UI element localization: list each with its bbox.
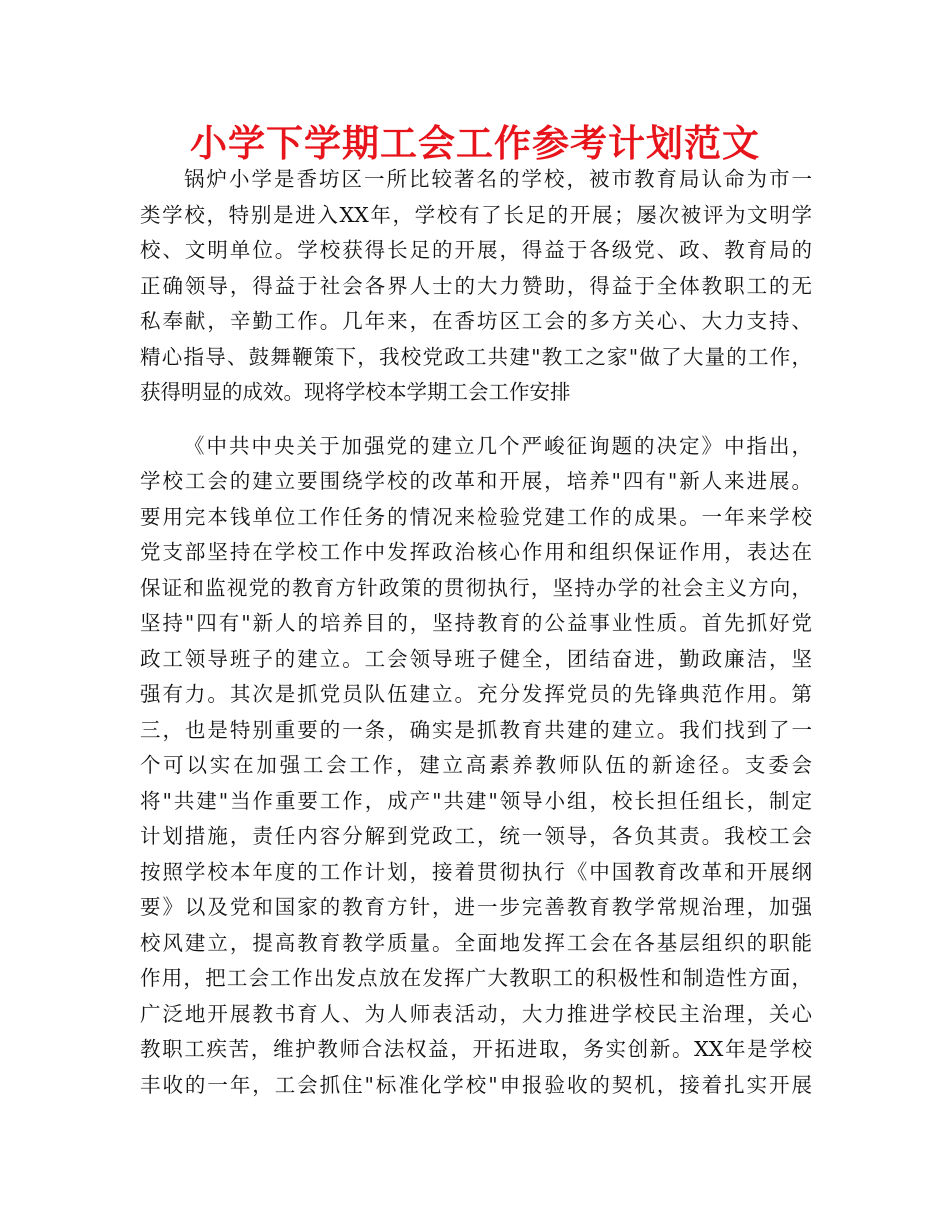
text-line: 三，也是特别重要的一条，确实是抓教育共建的建立。我们找到了一 — [140, 717, 812, 742]
text-line: 强有力。其次是抓党员队伍建立。充分发挥党员的先锋典范作用。第 — [140, 682, 812, 706]
text-line: 正确领导，得益于社会各界人士的大力赞助，得益于全体教职工的无 — [140, 273, 812, 298]
text-line: 《中共中央关于加强党的建立几个严峻征询题的决定》中指出， — [184, 433, 812, 458]
text-line: 教职工疾苦，维护教师合法权益，开拓进取，务实创新。XX年是学校 — [140, 1037, 812, 1061]
text-line: 获得明显的成效。现将学校本学期工会工作安排 — [140, 380, 571, 404]
text-line: 将"共建"当作重要工作，成产"共建"领导小组，校长担任组长，制定 — [140, 788, 812, 813]
text-line: 广泛地开展教书育人、为人师表活动，大力推进学校民主治理，关心 — [140, 1001, 812, 1026]
text-line: 校风建立，提高教育教学质量。全面地发挥工会在各基层组织的职能 — [140, 930, 812, 955]
text-line: 学校工会的建立要围绕学校的改革和开展，培养"四有"新人来进展。 — [140, 469, 812, 493]
document-title: 小学下学期工会工作参考计划范文 — [190, 121, 760, 165]
text-line: 要》以及党和国家的教育方针，进一步完善教育教学常规治理，加强 — [140, 895, 812, 919]
text-line: 政工领导班子的建立。工会领导班子健全，团结奋进，勤政廉洁，坚 — [140, 646, 812, 671]
text-line: 个可以实在加强工会工作，建立高素养教师队伍的新途径。支委会 — [140, 753, 812, 777]
text-line: 私奉献，辛勤工作。几年来，在香坊区工会的多方关心、大力支持、 — [140, 309, 812, 333]
text-line: 锅炉小学是香坊区一所比较著名的学校，被市教育局认命为市一 — [184, 167, 812, 191]
text-line: 要用完本钱单位工作任务的情况来检验党建工作的成果。一年来学校 — [140, 504, 812, 529]
text-line: 计划措施，责任内容分解到党政工，统一领导，各负其责。我校工会 — [140, 824, 812, 848]
text-line: 保证和监视党的教育方针政策的贯彻执行，坚持办学的社会主义方向， — [140, 575, 812, 600]
text-line: 党支部坚持在学校工作中发挥政治核心作用和组织保证作用，表达在 — [140, 540, 812, 564]
text-line: 精心指导、鼓舞鞭策下，我校党政工共建"教工之家"做了大量的工作， — [140, 344, 812, 369]
text-line: 类学校，特别是进入XX年，学校有了长足的开展；屡次被评为文明学 — [140, 202, 812, 227]
paragraph-2 — [140, 429, 812, 1104]
text-line: 按照学校本年度的工作计划，接着贯彻执行《中国教育改革和开展纲 — [140, 859, 812, 884]
paragraph-1 — [140, 162, 812, 411]
text-line: 校、文明单位。学校获得长足的开展，得益于各级党、政、教育局的 — [140, 238, 812, 262]
text-line: 作用，把工会工作出发点放在发挥广大教职工的积极性和制造性方面， — [140, 966, 812, 990]
text-line: 坚持"四有"新人的培养目的，坚持教育的公益事业性质。首先抓好党 — [140, 611, 812, 635]
document-body — [140, 162, 812, 1103]
text-line: 丰收的一年，工会抓住"标准化学校"申报验收的契机，接着扎实开展 — [140, 1072, 812, 1097]
